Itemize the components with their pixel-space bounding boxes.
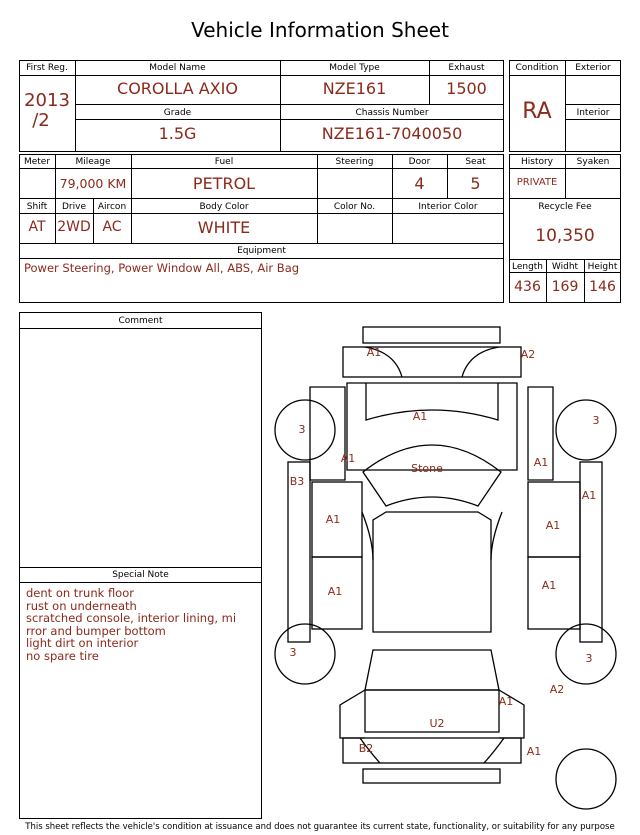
damage-windshield: Stone [411,462,443,475]
damage-pillar-right: A1 [581,489,597,502]
door-header: Door [408,157,431,167]
damage-rear-bumper-left: B2 [358,742,374,755]
aircon-value: AC [102,219,122,235]
exterior-header: Exterior [575,63,611,73]
color-no-header: Color No. [333,202,376,212]
model-type-header: Model Type [329,63,380,73]
damage-tire-rear-right: 3 [585,652,593,665]
width-header: Widht [551,262,579,272]
damage-hood: A1 [412,410,428,423]
damage-rear-panel: U2 [429,717,445,730]
grade-header: Grade [163,108,192,118]
recycle-fee-value: 10,350 [535,226,595,246]
equipment-header: Equipment [237,246,286,256]
mileage-value: 79,000 KM [59,176,127,191]
damage-front-fender-left: A1 [340,452,356,465]
chassis-number-value: NZE161-7040050 [321,124,463,143]
seat-header: Seat [465,157,486,167]
model-name-header: Model Name [149,63,206,73]
height-header: Height [587,262,618,272]
first-reg-year: 2013 [24,90,70,111]
length-value: 436 [514,279,541,295]
aircon-header: Aircon [97,202,127,212]
syaken-header: Syaken [576,157,610,167]
interior-color-header: Interior Color [418,202,478,212]
width-value: 169 [551,279,579,295]
damage-rear-door-left: A1 [327,585,343,598]
damage-front-bumper-left: A1 [366,346,382,359]
damage-trunk: A1 [498,695,514,708]
sheet-title: Vehicle Information Sheet [191,18,449,42]
damage-front-bumper-right: A2 [520,348,536,361]
body-color-header: Body Color [199,202,249,212]
damage-front-door-left: A1 [325,513,341,526]
length-header: Length [511,262,544,272]
fuel-value: PETROL [192,174,256,193]
shift-value: AT [28,219,46,235]
damage-tire-front-right: 3 [592,414,600,427]
grade-value: 1.5G [158,124,197,143]
exhaust-value: 1500 [446,79,487,98]
interior-header: Interior [576,108,610,118]
mileage-header: Mileage [75,157,111,167]
condition-value: RA [522,99,552,124]
damage-front-door-right: A1 [545,519,561,532]
model-type-value: NZE161 [322,79,387,98]
shift-header: Shift [26,202,48,212]
condition-header: Condition [515,63,559,73]
body-color-value: WHITE [197,218,251,237]
comment-header: Comment [118,316,163,326]
equipment-value: Power Steering, Power Window All, ABS, Air Bag [24,261,300,275]
history-header: History [520,157,554,167]
disclaimer-footer: This sheet reflects the vehicle's condition at issuance and does not guarantee its current state, functionality, or suitability for any purpose [25,822,615,832]
drive-header: Drive [62,202,86,212]
damage-rear-door-right: A1 [541,579,557,592]
damage-rear-fender-right: A2 [549,683,565,696]
first-reg-header: First Reg. [26,63,68,73]
special-note-text: dent on trunk floor rust on underneath scratched console, interior lining, mi rror and bumper bottom light dirt on interior no spare tire [26,586,237,663]
first-reg-month: /2 [32,110,50,131]
seat-value: 5 [470,174,481,193]
special-note-header: Special Note [112,570,169,580]
model-name-value: COROLLA AXIO [117,79,238,98]
meter-header: Meter [23,157,51,167]
damage-rear-bumper-right: A1 [526,745,542,758]
damage-tire-front-left: 3 [298,423,306,436]
height-value: 146 [589,279,616,295]
history-value: PRIVATE [516,177,558,188]
drive-value: 2WD [57,219,91,235]
door-value: 4 [414,174,425,193]
chassis-number-header: Chassis Number [355,108,429,118]
fuel-header: Fuel [214,157,234,167]
damage-tire-rear-left: 3 [289,646,297,659]
damage-front-fender-right: A1 [533,456,549,469]
exhaust-header: Exhaust [448,63,485,73]
steering-header: Steering [335,157,374,167]
damage-pillar-left: B3 [289,475,305,488]
recycle-fee-header: Recycle Fee [538,202,592,212]
